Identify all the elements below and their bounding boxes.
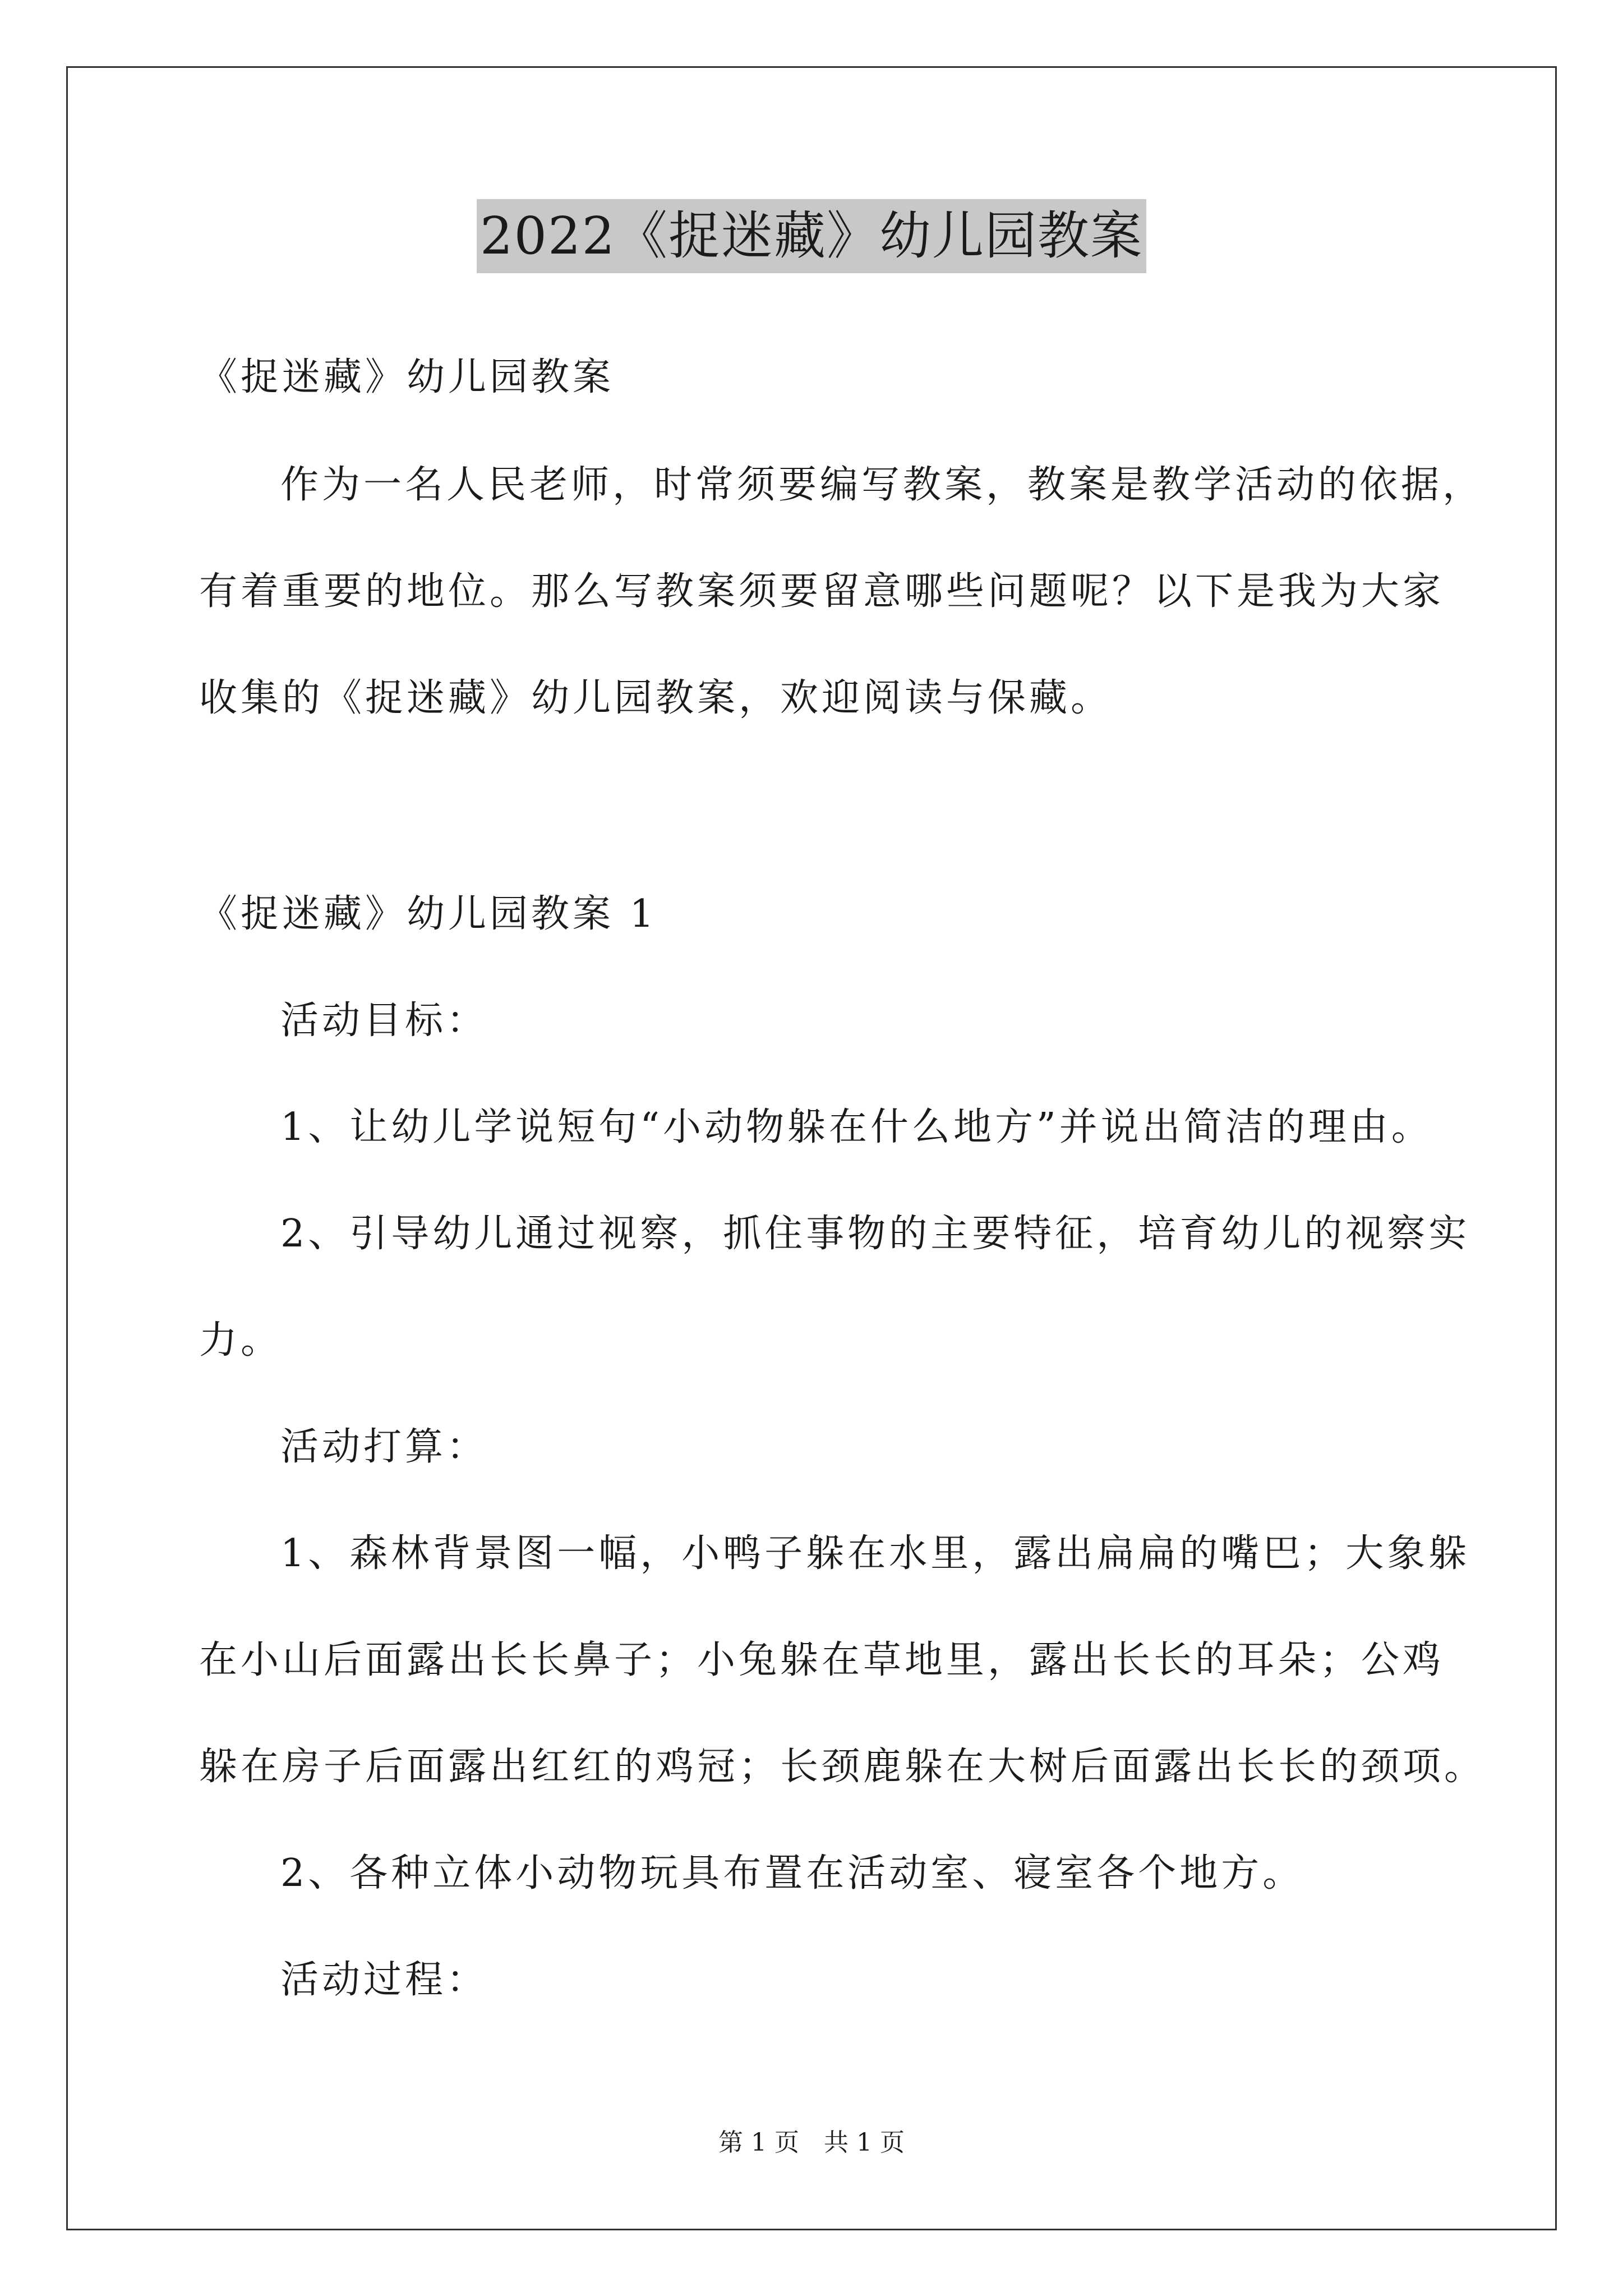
prep-1-line-2: 在小山后面露出长长鼻子；小兔躲在草地里，露出长长的耳朵；公鸡 [199,1638,1445,1682]
intro-line-3: 收集的《捉迷藏》幼儿园教案，欢迎阅读与保藏。 [199,676,1113,720]
document-title: 2022《捉迷藏》幼儿园教案 [477,199,1146,273]
goal-1: 1、让幼儿学说短句“小动物躲在什么地方”并说出简洁的理由。 [280,1105,1433,1149]
page-footer: 第 1 页 共 1 页 [718,2128,905,2157]
process-heading: 活动过程： [280,1958,488,2002]
intro-line-2: 有着重要的地位。那么写教案须要留意哪些问题呢？以下是我为大家 [199,569,1445,614]
prep-heading: 活动打算： [280,1425,488,1469]
prep-1-line-3: 躲在房子后面露出红红的鸡冠；长颈鹿躲在大树后面露出长长的颈项。 [199,1745,1486,1789]
goal-2-line-2: 力。 [199,1318,283,1363]
document-subtitle: 《捉迷藏》幼儿园教案 [199,355,615,399]
goal-2-line-1: 2、引导幼儿通过视察，抓住事物的主要特征，培育幼儿的视察实 [280,1212,1470,1256]
prep-1-line-1: 1、森林背景图一幅，小鸭子躲在水里，露出扁扁的嘴巴；大象躲 [280,1531,1470,1576]
title-container [0,199,1623,273]
prep-2: 2、各种立体小动物玩具布置在活动室、寝室各个地方。 [280,1851,1304,1895]
goals-heading: 活动目标： [280,999,488,1043]
section-heading: 《捉迷藏》幼儿园教案 1 [199,892,657,936]
intro-line-1: 作为一名人民老师，时常须要编写教案，教案是教学活动的依据， [280,463,1484,507]
